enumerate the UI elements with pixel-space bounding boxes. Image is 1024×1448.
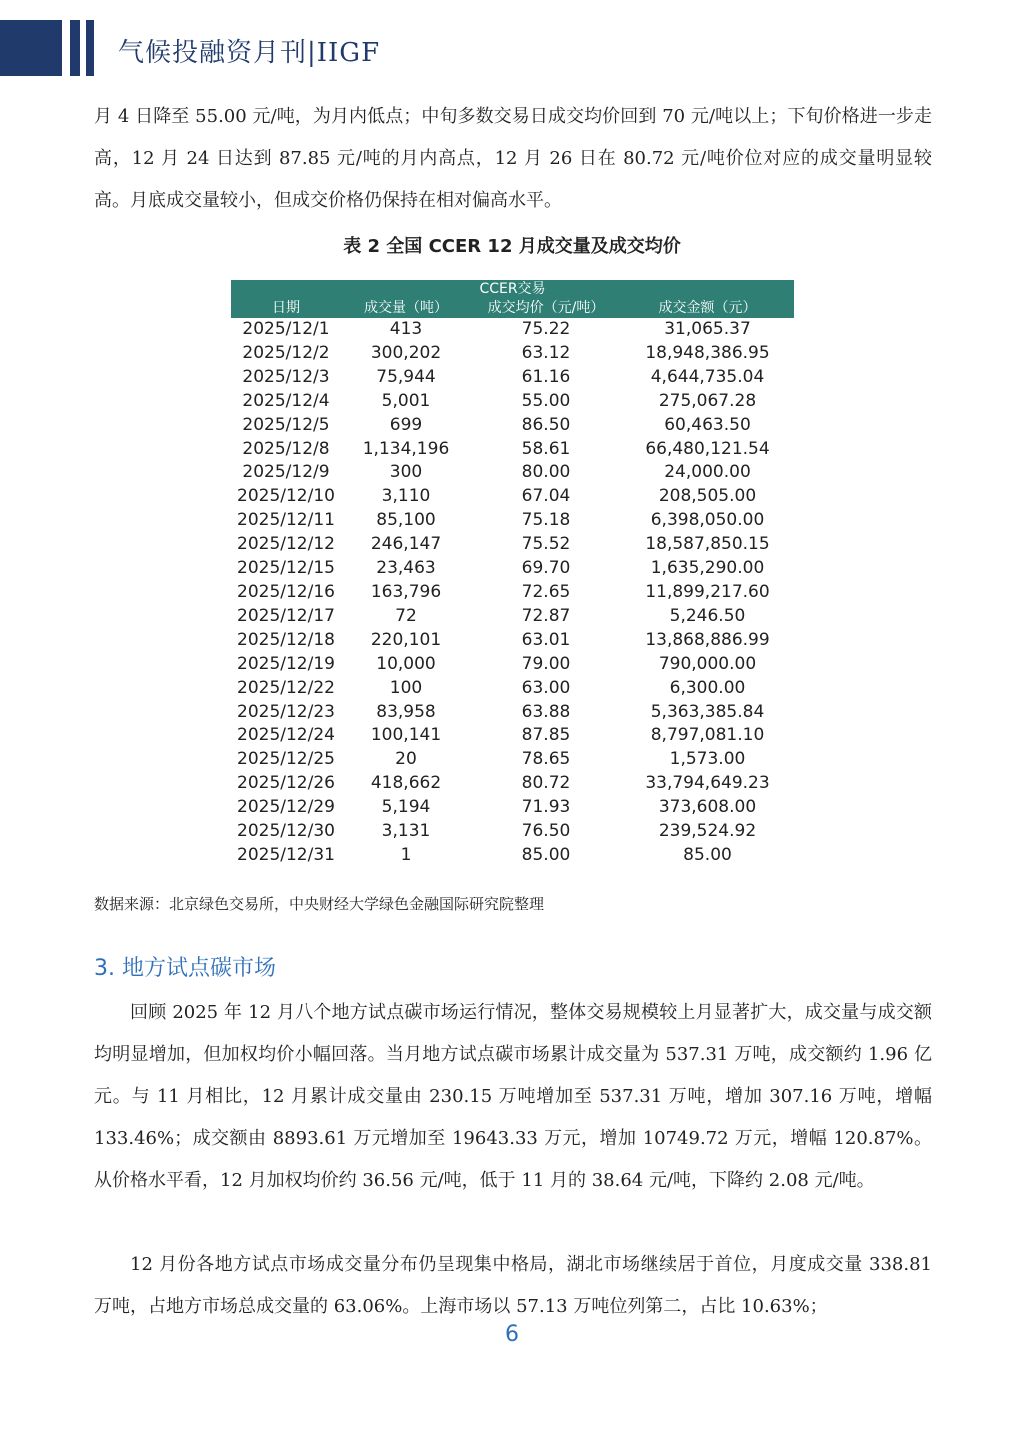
header-title: 气候投融资月刊|IIGF [118,38,381,68]
header-bar-1 [0,20,62,76]
section-paragraph-2: 12 月份各地方试点市场成交量分布仍呈现集中格局，湖北市场继续居于首位，月度成交量 338.81 万吨，占地方市场总成交量的 63.06%。上海市场以 57.13 万吨位列第二，占比 10.63%； [94,1254,932,1317]
cell-date: 2025/12/4 [242,390,330,411]
cell-volume: 1 [400,844,412,865]
table-group-header: CCER交易 [231,280,794,299]
header-bar-2 [70,20,80,76]
section-heading: 3. 地方试点碳市场 [94,956,276,981]
cell-amount: 24,000.00 [664,462,751,483]
cell-avg-price: 72.65 [521,581,571,602]
table-row [231,653,794,677]
cell-date: 2025/12/16 [237,581,335,602]
cell-amount: 6,300.00 [669,677,746,698]
cell-date: 2025/12/8 [242,438,330,459]
table-row [231,724,794,748]
cell-amount: 31,065.37 [664,319,751,339]
cell-date: 2025/12/29 [237,797,335,818]
table-row [231,318,794,342]
data-source-note: 数据来源：北京绿色交易所，中央财经大学绿色金融国际研究院整理 [94,895,545,913]
table-row [231,701,794,725]
cell-volume: 85,100 [376,510,436,531]
cell-amount: 6,398,050.00 [650,510,765,531]
cell-amount: 60,463.50 [664,414,751,435]
table-row [231,748,794,772]
cell-date: 2025/12/9 [242,462,330,483]
cell-volume: 418,662 [370,773,442,794]
cell-volume: 5,001 [381,390,431,411]
cell-volume: 3,131 [381,821,431,842]
cell-avg-price: 63.12 [521,342,571,363]
cell-volume: 300 [389,462,423,483]
table-row [231,796,794,820]
table-row [231,366,794,390]
cell-avg-price: 58.61 [521,438,571,459]
cell-volume: 83,958 [376,701,436,722]
table-row [231,533,794,557]
cell-date: 2025/12/26 [237,773,335,794]
table-row [231,844,794,868]
ccer-table [231,280,794,868]
table-row [231,557,794,581]
table-row [231,605,794,629]
cell-avg-price: 80.72 [521,773,571,794]
header-bar-3 [86,20,94,76]
cell-amount: 18,948,386.95 [645,342,770,363]
cell-volume: 23,463 [376,558,436,579]
table-row [231,414,794,438]
cell-amount: 5,246.50 [669,605,746,626]
cell-date: 2025/12/5 [242,414,330,435]
cell-avg-price: 76.50 [521,821,571,842]
cell-date: 2025/12/15 [237,558,335,579]
cell-amount: 1,573.00 [669,749,746,770]
cell-volume: 246,147 [370,534,442,555]
cell-avg-price: 79.00 [521,653,571,674]
cell-avg-price: 72.87 [521,605,571,626]
cell-volume: 20 [395,749,417,770]
column-header-amount: 成交金额（元） [621,299,794,318]
table-row [231,581,794,605]
cell-amount: 33,794,649.23 [645,773,770,794]
cell-volume: 300,202 [370,342,442,363]
cell-date: 2025/12/12 [237,534,335,555]
cell-avg-price: 75.18 [521,510,571,531]
cell-volume: 699 [389,414,423,435]
cell-date: 2025/12/23 [237,701,335,722]
table-row [231,677,794,701]
cell-amount: 208,505.00 [658,486,757,507]
table-row [231,461,794,485]
table-row [231,772,794,796]
cell-date: 2025/12/24 [237,725,335,746]
cell-amount: 239,524.92 [658,821,757,842]
cell-volume: 1,134,196 [362,438,450,459]
cell-date: 2025/12/31 [237,844,335,865]
cell-avg-price: 86.50 [521,414,571,435]
table-row [231,820,794,844]
table-row [231,629,794,653]
cell-amount: 11,899,217.60 [645,581,770,602]
cell-volume: 72 [395,605,417,626]
cell-volume: 75,944 [376,366,436,387]
cell-date: 2025/12/18 [237,629,335,650]
cell-volume: 3,110 [381,486,431,507]
cell-avg-price: 75.22 [521,319,571,339]
cell-volume: 100,141 [370,725,442,746]
cell-amount: 8,797,081.10 [650,725,765,746]
section-paragraph-1: 回顾 2025 年 12 月八个地方试点碳市场运行情况，整体交易规模较上月显著扩大，成交量与成交额均明显增加，但加权均价小幅回落。当月地方试点碳市场累计成交量为 537.31 万吨，成交额约 1.96 亿元。与 11 月相比，12 月累计成交量由 230.15 万吨增加至 537.31 万吨，增加 307.16 万吨，增幅 133.46%；成交额由 8893.61 万元增加至 19643.33 万元，增加 10749.72 万元，增幅 120.87%。从价格水平看，12 月加权均价约 36.56 元/吨，低于 11 月的 38.64 元/吨，下降约 2.08 元/吨。 [94,1002,932,1191]
cell-amount: 18,587,850.15 [645,534,770,555]
cell-date: 2025/12/30 [237,821,335,842]
cell-volume: 100 [389,677,423,698]
cell-volume: 220,101 [370,629,442,650]
cell-avg-price: 75.52 [521,534,571,555]
table-body [231,318,794,868]
cell-amount: 1,635,290.00 [650,558,765,579]
cell-date: 2025/12/25 [237,749,335,770]
cell-avg-price: 63.88 [521,701,571,722]
table-row [231,438,794,462]
cell-avg-price: 63.01 [521,629,571,650]
cell-amount: 373,608.00 [658,797,757,818]
cell-avg-price: 71.93 [521,797,571,818]
cell-avg-price: 55.00 [521,390,571,411]
cell-date: 2025/12/19 [237,653,335,674]
column-header-avg-price: 成交均价（元/吨） [471,299,621,318]
cell-avg-price: 61.16 [521,366,571,387]
cell-volume: 413 [389,319,423,339]
cell-avg-price: 63.00 [521,677,571,698]
table-row [231,390,794,414]
intro-paragraph: 月 4 日降至 55.00 元/吨，为月内低点；中旬多数交易日成交均价回到 70 元/吨以上；下旬价格进一步走高，12 月 24 日达到 87.85 元/吨的月内高点，12 月 26 日在 80.72 元/吨价位对应的成交量明显较高。月底成交量较小，但成交价格仍保持在相对偏高水平。 [94,106,932,211]
table-row [231,485,794,509]
cell-avg-price: 78.65 [521,749,571,770]
cell-date: 2025/12/10 [237,486,335,507]
cell-amount: 85.00 [683,844,732,865]
cell-avg-price: 67.04 [521,486,571,507]
cell-date: 2025/12/17 [237,605,335,626]
cell-date: 2025/12/11 [237,510,335,531]
column-header-volume: 成交量（吨） [341,299,471,318]
cell-avg-price: 80.00 [521,462,571,483]
cell-avg-price: 69.70 [521,558,571,579]
cell-date: 2025/12/2 [242,342,330,363]
cell-date: 2025/12/3 [242,366,330,387]
cell-volume: 5,194 [381,797,431,818]
cell-amount: 275,067.28 [658,390,757,411]
cell-amount: 13,868,886.99 [645,629,770,650]
column-header-date: 日期 [231,299,341,318]
table-row [231,342,794,366]
page-number: 6 [505,1322,519,1347]
cell-volume: 163,796 [370,581,442,602]
table-title: 表 2 全国 CCER 12 月成交量及成交均价 [343,236,681,257]
cell-amount: 790,000.00 [658,653,757,674]
cell-avg-price: 85.00 [521,844,571,865]
cell-amount: 66,480,121.54 [645,438,770,459]
cell-amount: 4,644,735.04 [650,366,765,387]
table-row [231,509,794,533]
cell-avg-price: 87.85 [521,725,571,746]
cell-volume: 10,000 [376,653,436,674]
cell-date: 2025/12/22 [237,677,335,698]
cell-date: 2025/12/1 [242,319,330,339]
cell-amount: 5,363,385.84 [650,701,765,722]
